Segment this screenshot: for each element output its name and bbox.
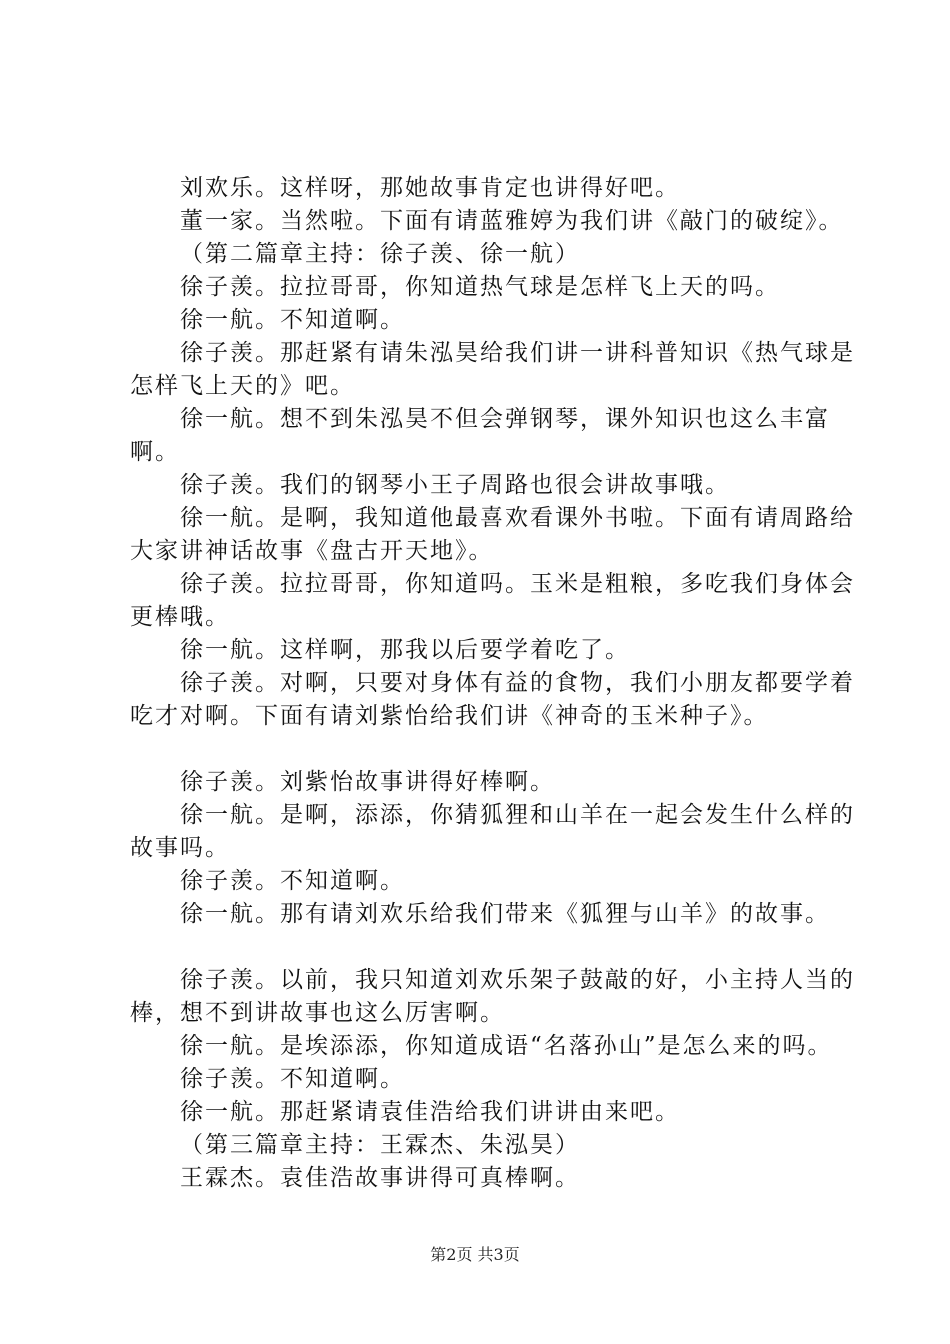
paragraph: 徐子羡。那赶紧有请朱泓昊给我们讲一讲科普知识《热气球是怎样飞上天的》吧。 <box>130 340 855 399</box>
paragraph: 徐一航。是啊，我知道他最喜欢看课外书啦。下面有请周路给大家讲神话故事《盘古开天地》。 <box>130 505 855 564</box>
page-number-footer: 第2页 共3页 <box>430 1245 520 1264</box>
section-heading: （第二篇章主持：徐子羡、徐一航） <box>180 241 580 267</box>
section-heading: （第三篇章主持：王霖杰、朱泓昊） <box>180 1132 580 1158</box>
paragraph: 徐子羡。不知道啊。 <box>180 1066 405 1092</box>
paragraph: 徐一航。想不到朱泓昊不但会弹钢琴，课外知识也这么丰富啊。 <box>130 406 830 465</box>
paragraph: 徐子羡。对啊，只要对身体有益的食物，我们小朋友都要学着吃才对啊。下面有请刘紫怡给我们讲《神奇的玉米种子》。 <box>130 670 855 729</box>
paragraph: 徐一航。是埃添添，你知道成语“名落孙山”是怎么来的吗。 <box>180 1033 833 1059</box>
paragraph: 徐子羡。我们的钢琴小王子周路也很会讲故事哦。 <box>180 472 730 498</box>
paragraph: 徐一航。这样啊，那我以后要学着吃了。 <box>180 637 630 663</box>
paragraph: 徐子羡。拉拉哥哥，你知道吗。玉米是粗粮，多吃我们身体会更棒哦。 <box>130 571 855 630</box>
paragraph: 徐子羡。拉拉哥哥，你知道热气球是怎样飞上天的吗。 <box>180 274 780 300</box>
paragraph: 徐一航。那有请刘欢乐给我们带来《狐狸与山羊》的故事。 <box>180 901 830 927</box>
paragraph: 董一家。当然啦。下面有请蓝雅婷为我们讲《敲门的破绽》。 <box>180 208 844 234</box>
paragraph: 王霖杰。袁佳浩故事讲得可真棒啊。 <box>180 1165 580 1191</box>
paragraph: 徐子羡。不知道啊。 <box>180 868 405 894</box>
paragraph: 徐子羡。以前，我只知道刘欢乐架子鼓敲的好，小主持人当的棒，想不到讲故事也这么厉害啊。 <box>130 967 855 1026</box>
paragraph: 徐一航。不知道啊。 <box>180 307 405 333</box>
paragraph: 徐一航。是啊，添添，你猜狐狸和山羊在一起会发生什么样的故事吗。 <box>130 802 855 861</box>
paragraph: 刘欢乐。这样呀，那她故事肯定也讲得好吧。 <box>180 175 680 201</box>
paragraph: 徐子羡。刘紫怡故事讲得好棒啊。 <box>180 769 555 795</box>
document-body <box>130 172 855 1195</box>
paragraph: 徐一航。那赶紧请袁佳浩给我们讲讲由来吧。 <box>180 1099 680 1125</box>
